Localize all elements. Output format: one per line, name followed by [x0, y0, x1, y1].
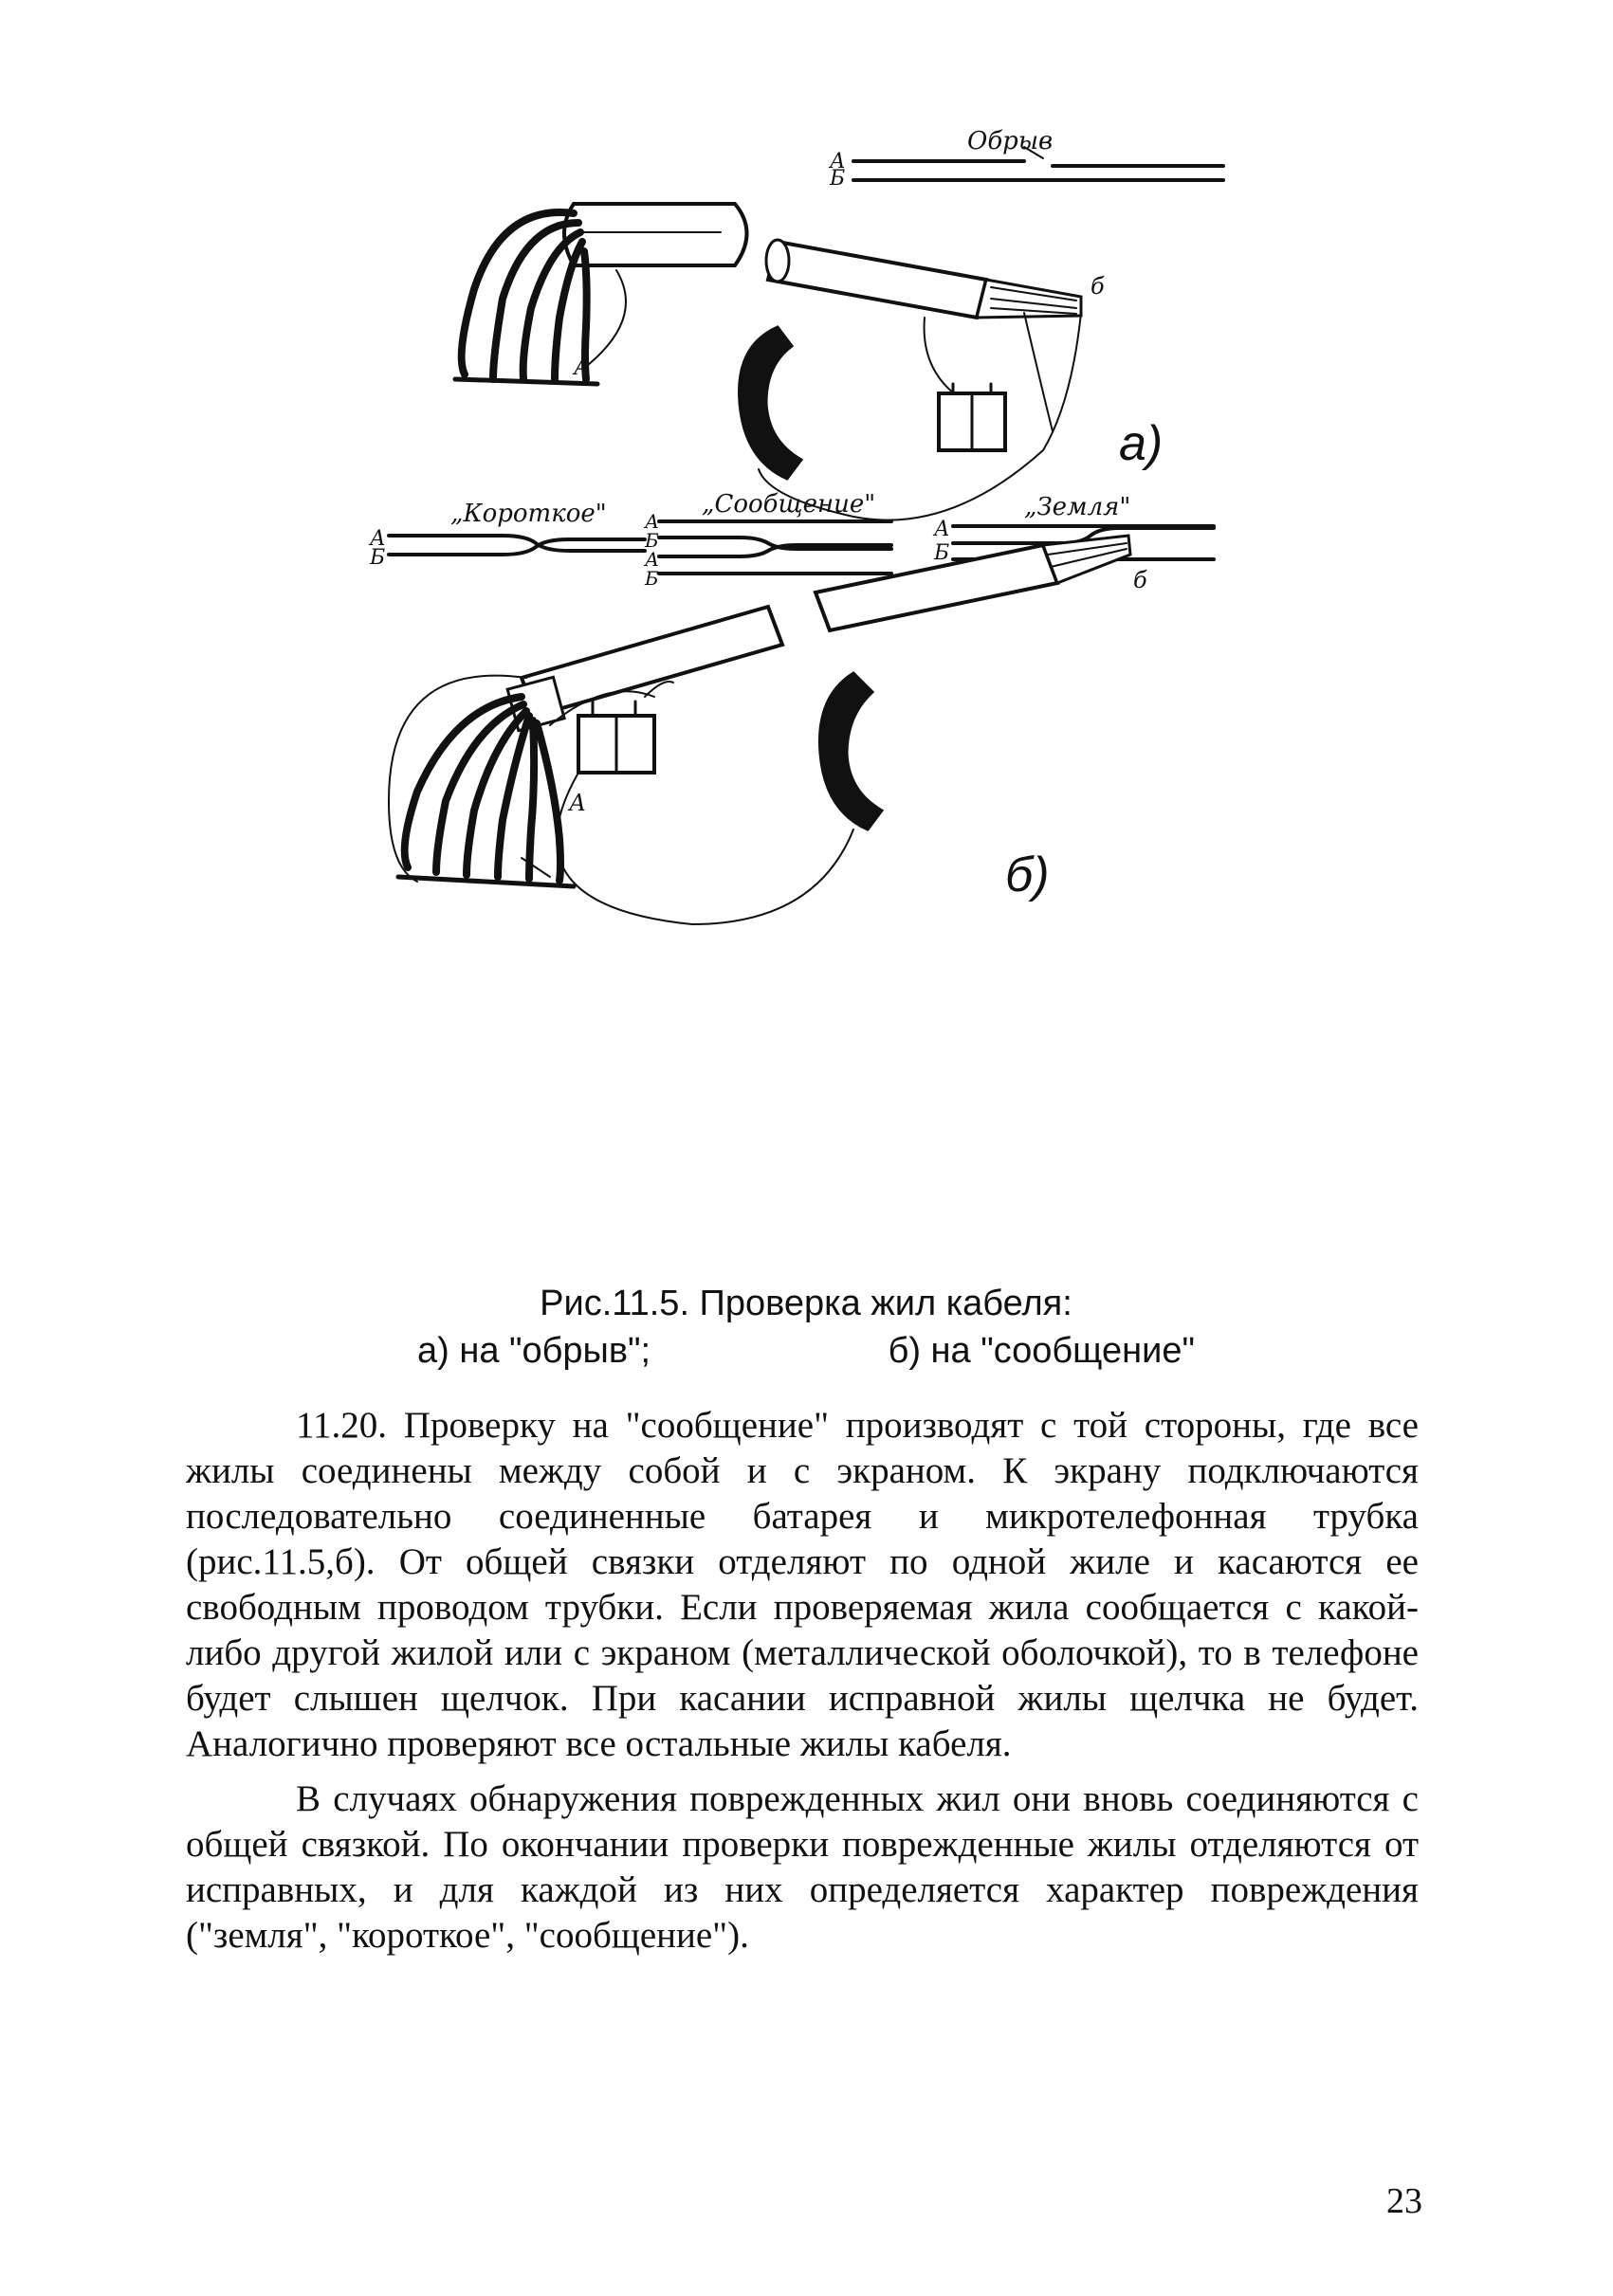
contact-wire-a1-label: А: [645, 510, 660, 533]
short-label: „Короткое": [450, 500, 607, 528]
caption-part-b: б) на "сообщение": [888, 1331, 1195, 1371]
panel-a-end-b-label: б: [1091, 273, 1105, 300]
contact-wire-b1-label: Б: [645, 529, 659, 552]
contact-label: „Сообщение": [702, 490, 876, 519]
break-wire-a-label: А: [830, 150, 846, 173]
short-schematic: [389, 536, 645, 555]
contact-wire-b2-label: Б: [645, 567, 659, 590]
panel-b-end-a-label: А: [569, 790, 587, 816]
paragraph-2: В случаях обнаружения поврежденных жил они вновь соединяются с общей связкой. По окончании проверки поврежденные жилы отделяются от исправных, и для каждой из них определяется характер повреждения ("земля", "короткое", "сообщение").: [186, 1778, 1419, 1956]
panel-b-handset: [819, 673, 882, 829]
panel-a-right-cable: [759, 240, 1081, 520]
ground-label: „Земля": [1024, 493, 1131, 521]
ground-wire-b-label: Б: [934, 541, 950, 565]
panel-a-left-cable: [455, 204, 747, 384]
body-text: [186, 1403, 1419, 1968]
paragraph-1: 11.20. Проверку на "сообщение" производят с той стороны, где все жилы соединены между собой и с экраном. К экрану подключаются последовательно соединенные батарея и микротелефонная трубка (рис.11.5,б). От общей связки отделяют по одной жиле и касаются ее свободным проводом трубки. Если проверяемая жила сообщается с какой-либо другой жилой или с экраном (металлической оболочкой), то в телефоне будет слышен щелчок. При касании исправной жилы щелчка не будет. Аналогично проверяют все остальные жилы кабеля.: [186, 1405, 1419, 1764]
panel-a-label: а): [1119, 416, 1164, 471]
ground-wire-a-label: А: [934, 518, 950, 541]
short-wire-b-label: Б: [370, 546, 386, 570]
caption-parts: [398, 1327, 1214, 1375]
contact-wire-a2-label: А: [645, 548, 660, 571]
cable-test-illustration: [360, 90, 1309, 1261]
short-wire-a-label: А: [370, 527, 386, 551]
contact-schematic: [659, 521, 891, 574]
panel-b-end-b-label: б: [1133, 567, 1147, 593]
figure-caption: [398, 1280, 1214, 1375]
panel-a-battery: [939, 384, 1005, 450]
caption-part-a: а) на "обрыв";: [417, 1331, 651, 1371]
panel-b-label: б): [1005, 847, 1050, 902]
panel-a-handset: [740, 327, 802, 479]
page-number: 23: [1386, 2181, 1422, 2221]
cable-test-figure: [360, 90, 1309, 1261]
panel-a-end-a-label: А: [574, 354, 592, 380]
break-label: Обрыв: [967, 127, 1054, 155]
break-wire-b-label: Б: [830, 167, 846, 191]
caption-title: Рис.11.5. Проверка жил кабеля:: [540, 1284, 1072, 1323]
